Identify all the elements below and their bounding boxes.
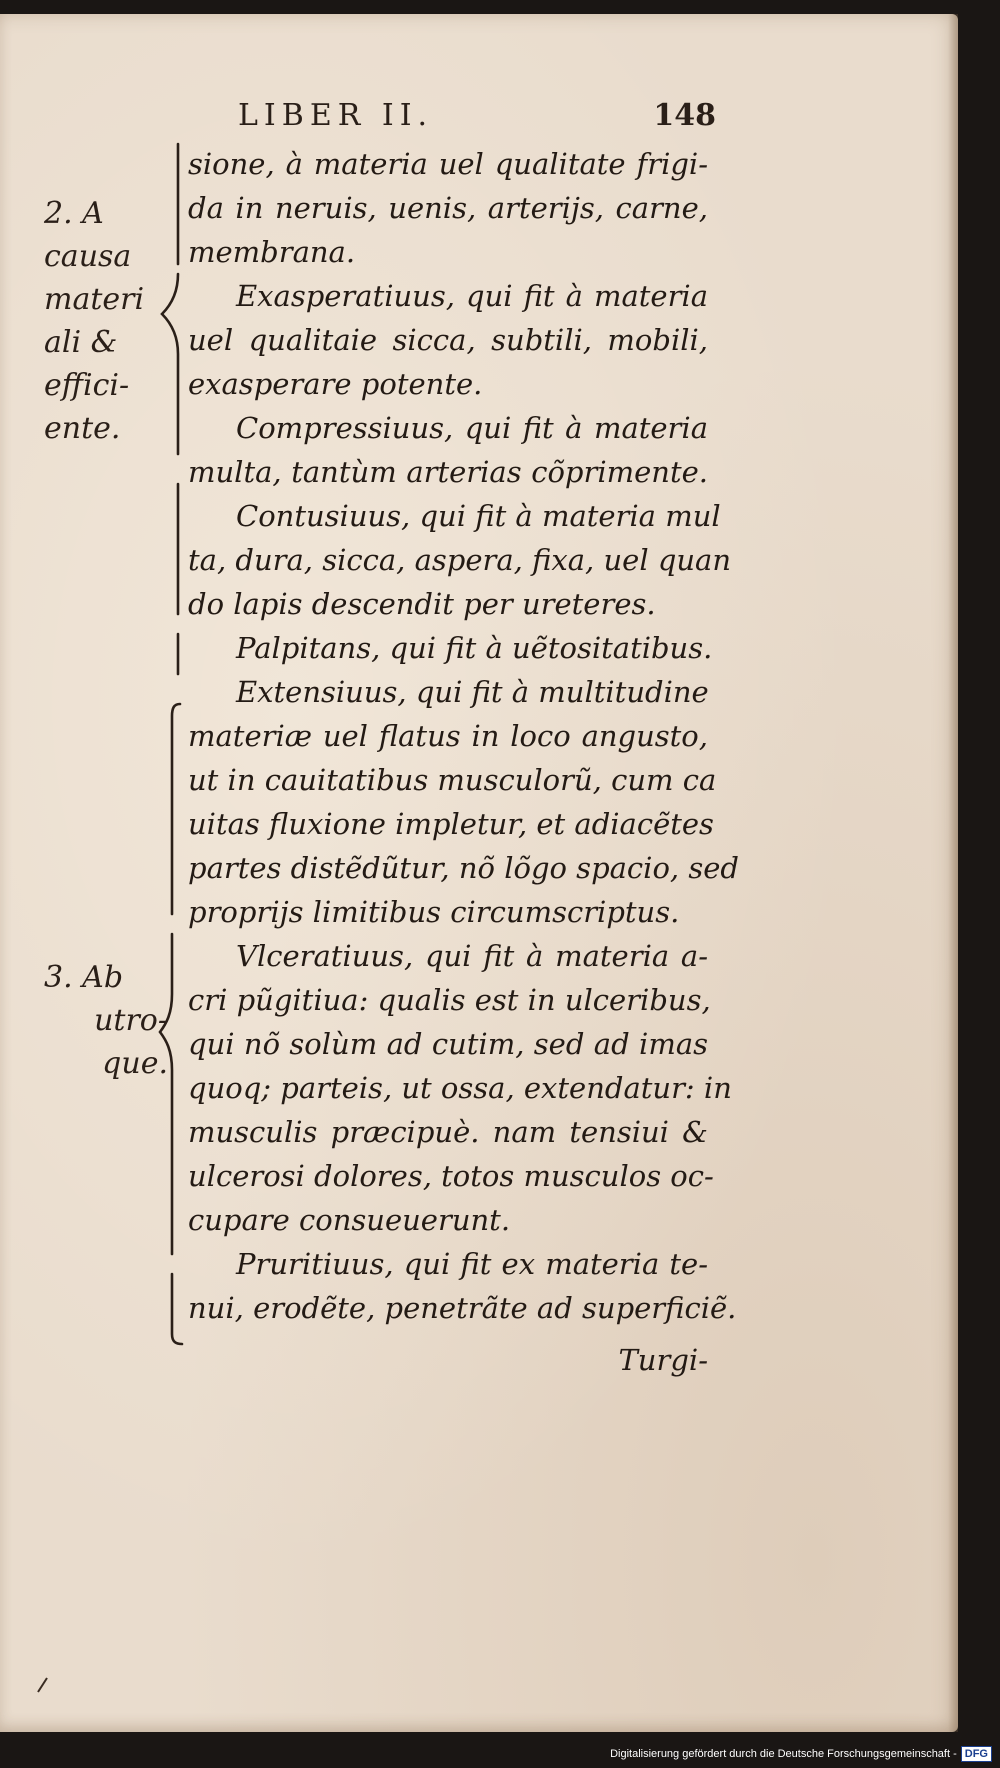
text-line: materiæ uel flatus in loco angusto,: [188, 719, 708, 753]
text-line: da in neruis, uenis, arterijs, carne,: [188, 191, 708, 225]
margin-note-line: ente.: [44, 411, 121, 446]
text-line: qui nõ solùm ad cutim, sed ad imas: [188, 1027, 708, 1061]
text-line: ulcerosi dolores, totos musculos oc-: [188, 1159, 714, 1193]
text-line: Exasperatiuus, qui fit à materia: [236, 279, 708, 313]
text-line: cupare consueuerunt.: [188, 1203, 511, 1237]
curly-brace-lower: [150, 694, 190, 1354]
margin-note-line: materi: [44, 282, 145, 317]
body-text: [188, 142, 739, 1382]
catchword: Turgi-: [618, 1343, 708, 1377]
text-line: Vlceratiuus, qui fit à materia a-: [236, 939, 708, 973]
running-head: LIBER II.: [238, 98, 434, 133]
text-line: ut in cauitatibus musculorũ, cum ca: [188, 763, 717, 797]
margin-note-line: 2. A: [44, 196, 104, 231]
text-line: do lapis descendit per ureteres.: [188, 587, 656, 621]
text-line: nui, erodẽte, penetrãte ad superficiẽ.: [188, 1291, 737, 1325]
page-number: 148: [653, 98, 716, 133]
text-line: uitas fluxione impletur, et adiacẽtes: [188, 807, 714, 841]
page-header: [238, 98, 716, 138]
stray-ink-mark: [36, 1674, 50, 1694]
text-line: proprijs limitibus circumscriptus.: [188, 895, 680, 929]
text-line: musculis præcipuè. nam tensiui &: [188, 1115, 708, 1149]
margin-note-line: effici-: [44, 368, 130, 403]
dfg-logo: DFG: [961, 1746, 992, 1762]
text-line: Contusiuus, qui fit à materia mul: [236, 499, 721, 533]
page-edge-shadow: [948, 14, 958, 1732]
text-line: cri pũgitiua: qualis est in ulceribus,: [188, 983, 711, 1017]
margin-note-line: causa: [44, 239, 132, 274]
text-line: Compressiuus, qui fit à materia: [236, 411, 708, 445]
text-line: Palpitans, qui fit à uẽtositatibus.: [236, 631, 713, 665]
text-line: multa, tantùm arterias cõprimente.: [188, 455, 708, 489]
digitization-credit: [610, 1744, 992, 1764]
text-line: membrana.: [188, 235, 356, 269]
text-line: ta, dura, sicca, aspera, fixa, uel quan: [188, 543, 732, 577]
text-line: partes distẽdũtur, nõ lõgo spacio, sed: [188, 851, 739, 885]
text-line: Pruritiuus, qui fit ex materia te-: [236, 1247, 708, 1281]
text-line: quoq; parteis, ut ossa, extendatur: in: [188, 1071, 732, 1105]
margin-note-line: que.: [102, 1046, 168, 1081]
credit-text: Digitalisierung gefördert durch die Deutsche Forschungsgemeinschaft -: [610, 1748, 957, 1760]
margin-note-line: 3. Ab: [44, 960, 124, 995]
text-line: Extensiuus, qui fit à multitudine: [236, 675, 709, 709]
margin-note-line: ali &: [44, 325, 118, 360]
margin-note-line: utro-: [94, 1003, 168, 1038]
book-page: [0, 14, 958, 1732]
curly-brace-upper: [150, 134, 190, 694]
text-line: sione, à materia uel qualitate frigi-: [188, 147, 708, 181]
text-line: uel qualitaie sicca, subtili, mobili,: [188, 323, 708, 357]
text-line: exasperare potente.: [188, 367, 483, 401]
